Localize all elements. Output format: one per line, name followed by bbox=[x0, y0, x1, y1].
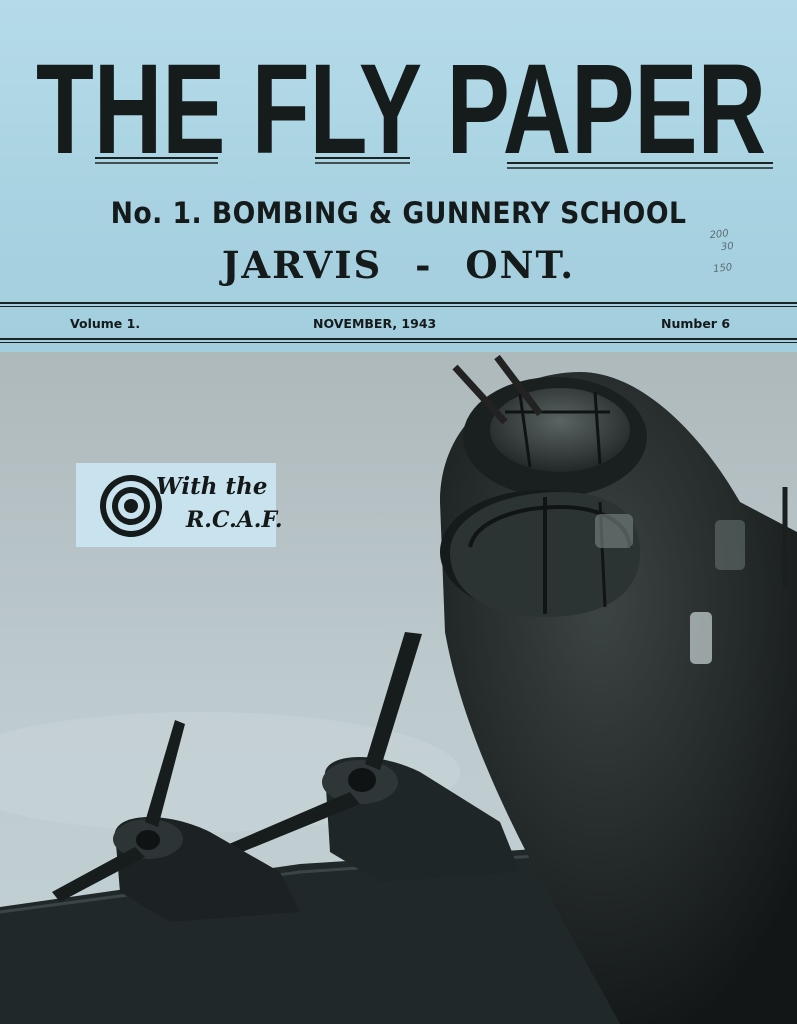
magazine-title bbox=[0, 8, 797, 178]
masthead bbox=[0, 0, 797, 352]
issue-rule-bottom-thin bbox=[0, 342, 797, 343]
pencil-notes: 200 30 150 bbox=[709, 228, 735, 276]
school-name: No. 1. BOMBING & GUNNERY SCHOOL bbox=[110, 196, 687, 230]
side-window bbox=[690, 612, 712, 664]
issue-date: NOVEMBER, 1943 bbox=[313, 316, 437, 331]
issue-rule-top-thin bbox=[0, 306, 797, 307]
issue-info bbox=[0, 310, 797, 338]
issue-rule-top bbox=[0, 302, 797, 304]
badge-line-2: R.C.A.F. bbox=[186, 507, 283, 533]
volume-label: Volume 1. bbox=[70, 316, 141, 331]
badge-line-1: With the bbox=[156, 473, 268, 500]
propeller-spinner bbox=[136, 830, 160, 850]
cover-photo-bomber bbox=[0, 352, 797, 1024]
side-window bbox=[715, 520, 745, 570]
issue-number: Number 6 bbox=[661, 316, 731, 331]
location: JARVIS - ONT. bbox=[221, 243, 576, 287]
issue-rule-bottom bbox=[0, 338, 797, 340]
rcaf-badge bbox=[76, 463, 283, 547]
propeller-spinner bbox=[348, 768, 376, 792]
magazine-title-text: THE FLY PAPER bbox=[36, 38, 766, 178]
